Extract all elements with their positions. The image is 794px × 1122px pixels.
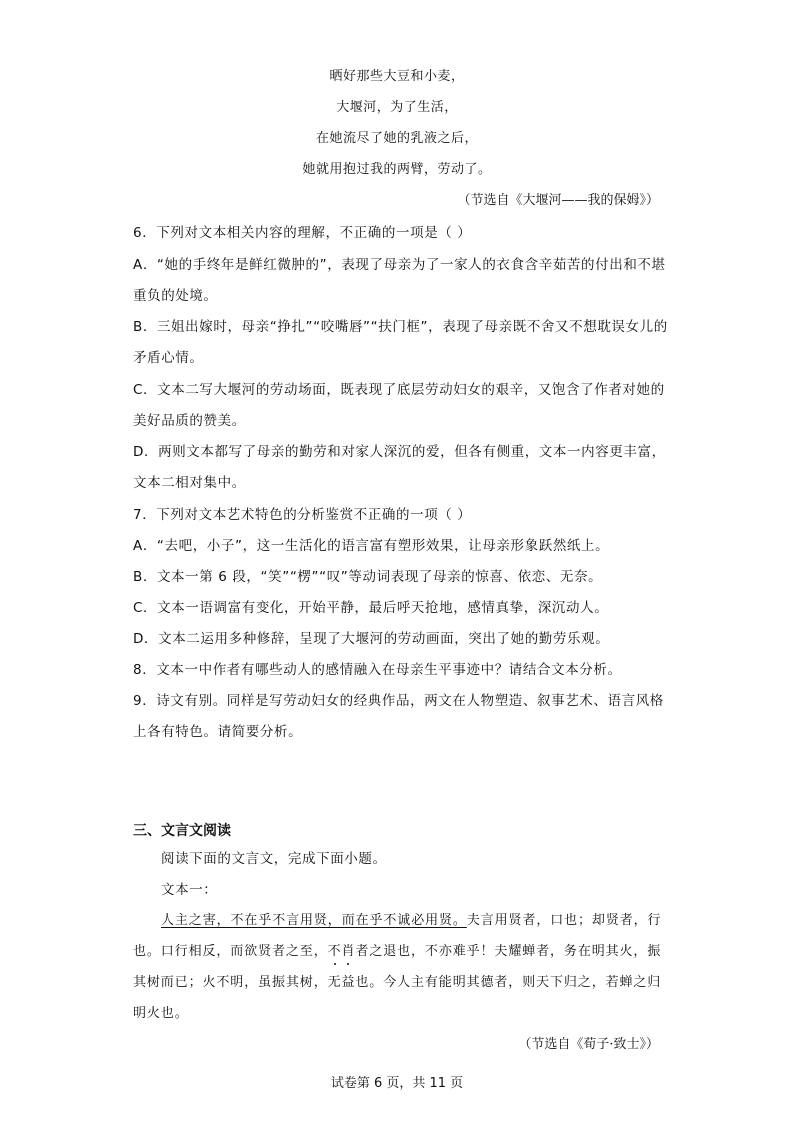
poem-line-1: 晒好那些大豆和小麦， (329, 69, 465, 84)
classical-text-line-2-a: 也。口行相反，而欲贤者之至， (133, 944, 328, 959)
emphasis-dot-char-1: 不 (327, 944, 342, 959)
question-6-option-b-cont: 矛盾心情。 (133, 350, 204, 366)
question-7-option-a: A．“去吧，小子”，这一生活化的语言富有塑形效果，让母亲形象跃然纸上。 (133, 538, 610, 554)
classical-text-line-1 (161, 912, 661, 930)
poem-line-4: 她就用抱过我的两臂，劳动了。 (302, 162, 492, 177)
classical-text-line-4: 明火也。 (133, 1006, 189, 1021)
question-6-option-d-cont: 文本二相对集中。 (133, 475, 246, 491)
question-9: 9．诗文有别。同样是写劳动妇女的经典作品，两文在人物塑造、叙事艺术、语言风格 (133, 693, 664, 709)
question-6-option-a-cont: 重负的处境。 (133, 288, 218, 304)
question-6-option-d: D．两则文本都写了母亲的勤劳和对家人深沉的爱，但各有侧重，文本一内容更丰富， (133, 444, 666, 460)
question-6-option-c-cont: 美好品质的赞美。 (133, 413, 246, 429)
question-7-option-d: D．文本二运用多种修辞，呈现了大堰河的劳动画面，突出了她的勤劳乐观。 (133, 631, 610, 647)
section-instruction: 阅读下面的文言文，完成下面小题。 (161, 851, 387, 867)
question-6-option-c: C．文本二写大堰河的劳动场面，既表现了底层劳动妇女的艰辛，又饱含了作者对她的 (133, 382, 665, 398)
classical-text-source: （节选自《荀子·致士》） (518, 1037, 659, 1052)
question-6-option-b: B．三姐出嫁时，母亲“挣扎”“咬嘴唇”“扶门框”，表现了母亲既不舍又不想耽误女儿的 (133, 319, 668, 335)
question-7-option-c: C．文本一语调富有变化，开始平静，最后呼天抢地，感情真挚，深沉动人。 (133, 600, 609, 616)
underlined-sentence: 人主之害，不在乎不言用贤，而在乎不诚必用贤。 (161, 913, 467, 928)
question-6-option-a: A．“她的手终年是鲜红微肿的”，表现了母亲为了一家人的衣食含辛茹苦的付出和不堪 (133, 257, 666, 273)
question-7-stem: 7．下列对文本艺术特色的分析鉴赏不正确的一项（ ） (133, 507, 472, 523)
text-one-label: 文本一： (161, 882, 218, 898)
question-9-cont: 上各有特色。请简要分析。 (133, 724, 303, 740)
poem-source: （节选自《大堰河——我的保姆》） (457, 193, 659, 208)
poem-line-3: 在她流尽了她的乳液之后， (315, 131, 478, 146)
question-6-stem: 6．下列对文本相关内容的理解，不正确的一项是（ ） (133, 225, 472, 241)
section-heading: 三、文言文阅读 (133, 823, 231, 839)
emphasis-dot-char-2: 肖 (341, 944, 356, 959)
classical-text-line-2 (133, 943, 661, 961)
poem-line-2: 大堰河，为了生活， (336, 100, 458, 115)
classical-text-line-3: 其树而已；火不明，虽振其树，无益也。今人主有能明其德者，则天下归之，若蝉之归 (133, 975, 662, 990)
classical-text-line-2-b: 者之退也，不亦难乎！夫耀蝉者，务在明其火，振 (355, 944, 662, 959)
question-7-option-b: B．文本一第 6 段，“笑”“楞”“叹”等动词表现了母亲的惊喜、依恋、无奈。 (133, 569, 603, 585)
question-8: 8．文本一中作者有哪些动人的感情融入在母亲生平事迹中？请结合文本分析。 (133, 662, 622, 678)
page-footer: 试卷第 6 页，共 11 页 (330, 1076, 464, 1091)
classical-text-line-1-rest: 夫言用贤者，口也；却贤者，行 (466, 913, 662, 928)
